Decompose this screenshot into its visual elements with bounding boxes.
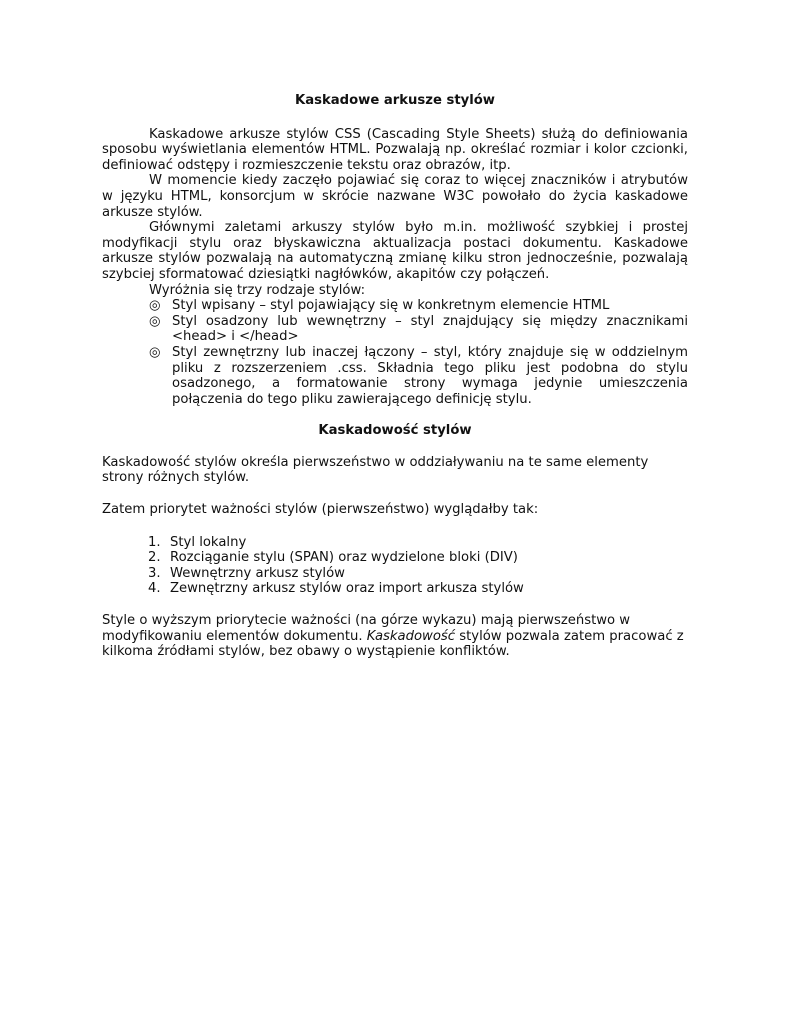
list-item-text: Rozciąganie stylu (SPAN) oraz wydzielone bloki (DIV) — [170, 550, 518, 566]
document-title: Kaskadowe arkusze stylów — [295, 93, 495, 108]
list-item-text: Styl osadzony lub wewnętrzny – styl znajdujący się między znacznikami <head> i </head> — [172, 313, 688, 345]
bullet-icon: ◎ — [149, 344, 161, 360]
list-item — [149, 314, 688, 345]
spacer — [102, 518, 688, 535]
list-item-text: Zewnętrzny arkusz stylów oraz import arkusza stylów — [170, 581, 524, 597]
list-item — [148, 581, 688, 597]
bullet-icon: ◎ — [149, 298, 161, 314]
priority-intro: Zatem priorytet ważności stylów (pierwszeństwo) wyglądałby tak: — [102, 502, 539, 518]
spacer — [102, 597, 688, 613]
list-item — [148, 566, 688, 582]
paragraph-4: Wyróżnia się trzy rodzaje stylów: — [149, 282, 366, 298]
list-item — [149, 298, 688, 314]
closing-text-italic: Kaskadowość — [366, 628, 456, 644]
closing-text-start: Style o wyższym priorytecie ważności (na górze wykazu) mają pierwszeństwo w modyfikowaniu elementów dokumentu. — [102, 613, 631, 644]
priority-list — [102, 535, 688, 597]
list-item — [149, 345, 688, 407]
section-title: Kaskadowość stylów — [318, 423, 472, 439]
spacer — [102, 109, 688, 127]
list-number: 4. — [148, 581, 161, 597]
list-number: 3. — [148, 565, 161, 581]
spacer — [102, 439, 688, 455]
section-intro: Kaskadowość stylów określa pierwszeństwo w oddziaływaniu na te same elementy strony różnych stylów. — [102, 454, 649, 486]
list-item — [148, 550, 688, 566]
list-item-text: Wewnętrzny arkusz stylów — [170, 565, 345, 581]
list-item-text: Styl zewnętrzny lub inaczej łączony – styl, który znajduje się w oddzielnym pliku z rozszerzeniem .css. Składnia tego pliku jest podobna do stylu osadzonego, a formatowanie strony wymaga jedynie umieszczenia połączenia do tego pliku zawierającego definicję stylu. — [172, 344, 688, 407]
paragraph-3: Głównymi zaletami arkuszy stylów było m.in. możliwość szybkiej i prostej modyfikacji stylu oraz błyskawiczna aktualizacja postaci dokumentu. Kaskadowe arkusze stylów pozwalają na automatyczną zmianę kilku stron jednocześnie, pozwalają szybciej sformatować dziesiątki nagłówków, akapitów czy połączeń. — [102, 220, 688, 282]
list-number: 1. — [148, 534, 161, 550]
closing-paragraph — [102, 613, 688, 660]
bullet-icon: ◎ — [149, 313, 161, 329]
document-page — [102, 93, 688, 660]
paragraph-1: Kaskadowe arkusze stylów CSS (Cascading Style Sheets) służą do definiowania sposobu wyświetlania elementów HTML. Pozwalają np. określać rozmiar i kolor czcionki, definiować odstępy i rozmieszczenie tekstu oraz obrazów, itp. — [102, 126, 688, 173]
list-number: 2. — [148, 550, 161, 566]
closing-text-end: stylów pozwala zatem pracować z kilkoma źródłami stylów, bez obawy o wystąpienie konfliktów. — [102, 628, 684, 660]
list-item-text: Styl wpisany – styl pojawiający się w konkretnym elemencie HTML — [172, 298, 610, 314]
spacer — [102, 486, 688, 502]
paragraph-2: W momencie kiedy zaczęło pojawiać się coraz to więcej znaczników i atrybutów w języku HTML, konsorcjum w skrócie nazwane W3C powołało do życia kaskadowe arkusze stylów. — [102, 173, 688, 220]
list-item — [148, 535, 688, 551]
list-item-text: Styl lokalny — [170, 534, 247, 550]
style-types-list — [102, 298, 688, 407]
spacer — [102, 407, 688, 423]
